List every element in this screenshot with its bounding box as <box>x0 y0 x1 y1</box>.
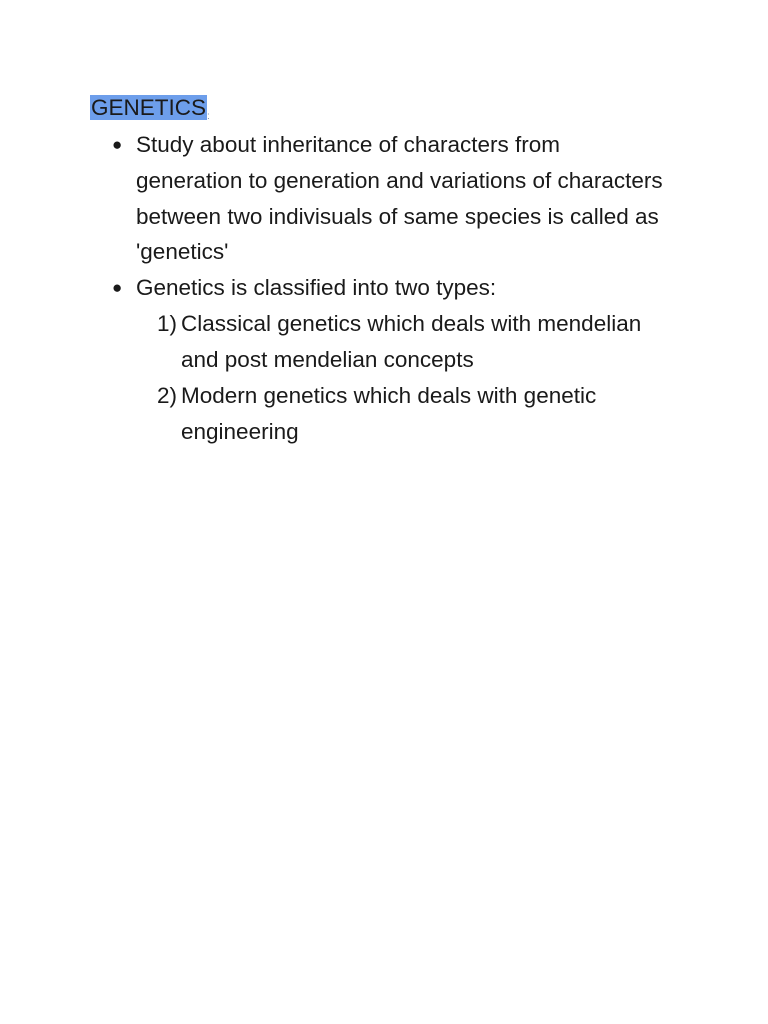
item-number: 2) <box>157 383 178 408</box>
bullet-marker: ● <box>112 135 123 154</box>
bullet-text: Genetics is classified into two types: <box>136 275 497 300</box>
title-colon: : <box>207 111 210 122</box>
item-text: Modern genetics which deals with genetic engineering <box>181 383 597 444</box>
bullet-marker: ● <box>112 278 123 297</box>
highlighted-title: GENETICS <box>91 95 207 120</box>
numbered-item-classical <box>157 306 672 378</box>
item-number: 1) <box>157 311 178 336</box>
bullet-item-classification <box>112 270 672 306</box>
item-text: Classical genetics which deals with mendelian and post mendelian concepts <box>181 311 642 372</box>
bullet-item-definition <box>112 127 672 270</box>
numbered-item-modern <box>157 378 672 450</box>
bullet-text: Study about inheritance of characters from generation to generation and variations of characters between two indivisuals of same species is called as 'genetics' <box>136 132 663 265</box>
